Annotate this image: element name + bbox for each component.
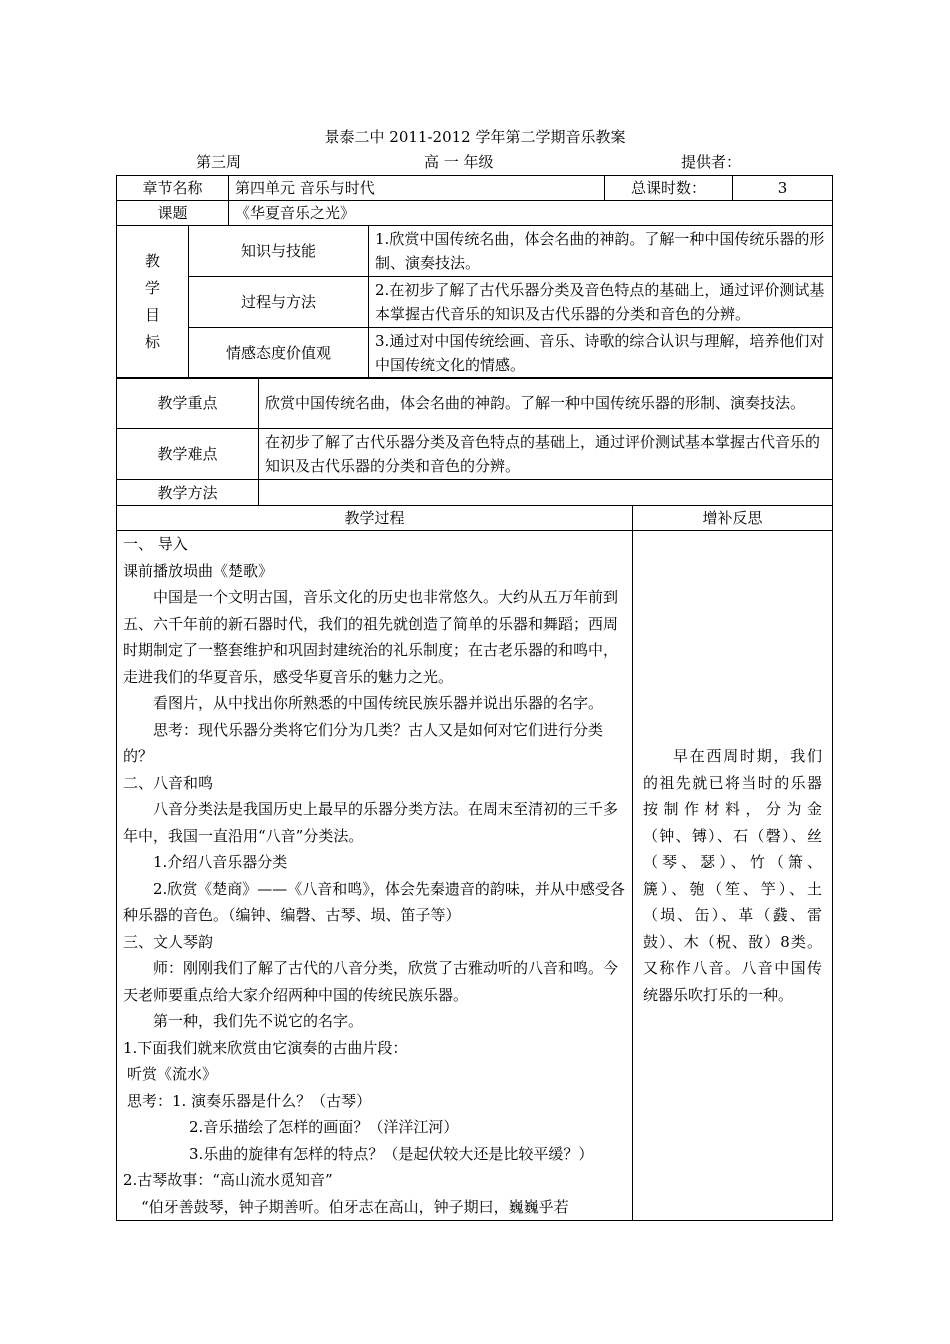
process-paragraph: 八音分类法是我国历史上最早的乐器分类方法。在周末至清初的三千多年中，我国一直沿用“八音”分类法。 <box>123 800 619 845</box>
topic-label: 课题 <box>117 201 229 226</box>
process-line: 思考：1. 演奏乐器是什么？（古琴） <box>127 1091 372 1110</box>
provider-label: 提供者： <box>681 153 742 171</box>
process-paragraph: 中国是一个文明古国，音乐文化的历史也非常悠久。大约从五万年前到五、六千年前的新石器时代，我们的祖先就创造了简单的乐器和舞蹈；西周时期制定了一整套维护和巩固封建统治的礼乐制度；在古老乐器的和鸣中，走进我们的华夏音乐，感受华夏音乐的魅力之光。 <box>123 588 619 686</box>
process-line: 第一种，我们先不说它的名字。 <box>153 1012 364 1030</box>
process-body <box>117 531 633 1221</box>
process-line: 3.乐曲的旋律有怎样的特点？（是起伏较大还是比较平缓？） <box>189 1144 594 1163</box>
document-title: 景泰二中 2011-2012 学年第二学期音乐教案 <box>324 128 626 146</box>
total-hours-value: 3 <box>733 176 833 201</box>
goal-text-process: 2.在初步了解了古代乐器分类及音色特点的基础上，通过评价测试基本掌握古代音乐的知识及古代乐器的分类和音色的分辨。 <box>369 277 833 328</box>
reflection-body <box>633 531 833 1221</box>
topic-value: 《华夏音乐之光》 <box>229 201 833 226</box>
process-line: 课前播放埙曲《楚歌》 <box>123 561 274 580</box>
info-table <box>116 175 833 379</box>
method-label: 教学方法 <box>117 480 259 506</box>
week-label: 第三周 <box>196 153 242 171</box>
reflection-header: 增补反思 <box>633 506 833 531</box>
focus-text: 欣赏中国传统名曲，体会名曲的神韵。了解一种中国传统乐器的形制、演奏技法。 <box>259 378 833 429</box>
process-line: 三、文人琴韵 <box>123 932 214 951</box>
goal-label-process: 过程与方法 <box>189 277 369 328</box>
process-line: “伯牙善鼓琴，钟子期善听。伯牙志在高山，钟子期曰，巍巍乎若 <box>141 1197 569 1216</box>
goal-label-knowledge: 知识与技能 <box>189 226 369 277</box>
goal-text-knowledge: 1.欣赏中国传统名曲，体会名曲的神韵。了解一种中国传统乐器的形制、演奏技法。 <box>369 226 833 277</box>
process-line: 二、八音和鸣 <box>123 773 214 792</box>
process-line: 1.介绍八音乐器分类 <box>153 853 288 871</box>
process-line: 听赏《流水》 <box>127 1065 218 1083</box>
focus-label: 教学重点 <box>117 378 259 429</box>
keypoints-table <box>116 377 833 506</box>
process-line: 2.古琴故事：“高山流水觅知音” <box>123 1171 333 1189</box>
grade-label: 高 一 年级 <box>424 153 494 171</box>
process-line: 一、 导入 <box>123 535 188 553</box>
total-hours-label: 总课时数： <box>605 176 733 201</box>
difficulty-label: 教学难点 <box>117 429 259 480</box>
process-paragraph: 2.欣赏《楚商》——《八音和鸣》，体会先秦遗音的韵味，并从中感受各种乐器的音色。（编钟、编磬、古琴、埙、笛子等） <box>123 879 625 924</box>
chapter-label: 章节名称 <box>117 176 229 201</box>
goal-label-emotion: 情感态度价值观 <box>189 328 369 379</box>
process-line: 1.下面我们就来欣赏由它演奏的古曲片段： <box>123 1038 408 1057</box>
goal-text-emotion: 3.通过对中国传统绘画、音乐、诗歌的综合认识与理解，培养他们对中国传统文化的情感。 <box>369 328 833 379</box>
difficulty-text: 在初步了解了古代乐器分类及音色特点的基础上，通过评价测试基本掌握古代音乐的知识及古代乐器的分类和音色的分辨。 <box>259 429 833 480</box>
method-text <box>259 480 833 506</box>
process-header: 教学过程 <box>117 506 633 531</box>
process-line: 2.音乐描绘了怎样的画面？（洋洋江河） <box>189 1118 459 1136</box>
reflection-text: 早在西周时期，我们的祖先就已将当时的乐器按制作材料，分为金（钟、镈）、石（磬）、丝（琴、瑟）、竹（箫、篪）、匏（笙、竽）、土（埙、缶）、革（鼗、雷鼓）、木（柷、敔）8类。又称作八音。八音中国传统器乐吹打乐的一种。 <box>643 747 822 1004</box>
process-table <box>116 505 833 1221</box>
goals-group-label: 教 学 目 标 <box>117 226 189 379</box>
process-paragraph: 思考：现代乐器分类将它们分为几类？古人又是如何对它们进行分类的？ <box>123 720 604 765</box>
process-paragraph: 师：刚刚我们了解了古代的八音分类，欣赏了古雅动听的八音和鸣。今天老师要重点给大家介绍两种中国的传统民族乐器。 <box>123 959 619 1004</box>
chapter-value: 第四单元 音乐与时代 <box>229 176 605 201</box>
process-paragraph: 看图片，从中找出你所熟悉的中国传统民族乐器并说出乐器的名字。 <box>153 694 604 712</box>
